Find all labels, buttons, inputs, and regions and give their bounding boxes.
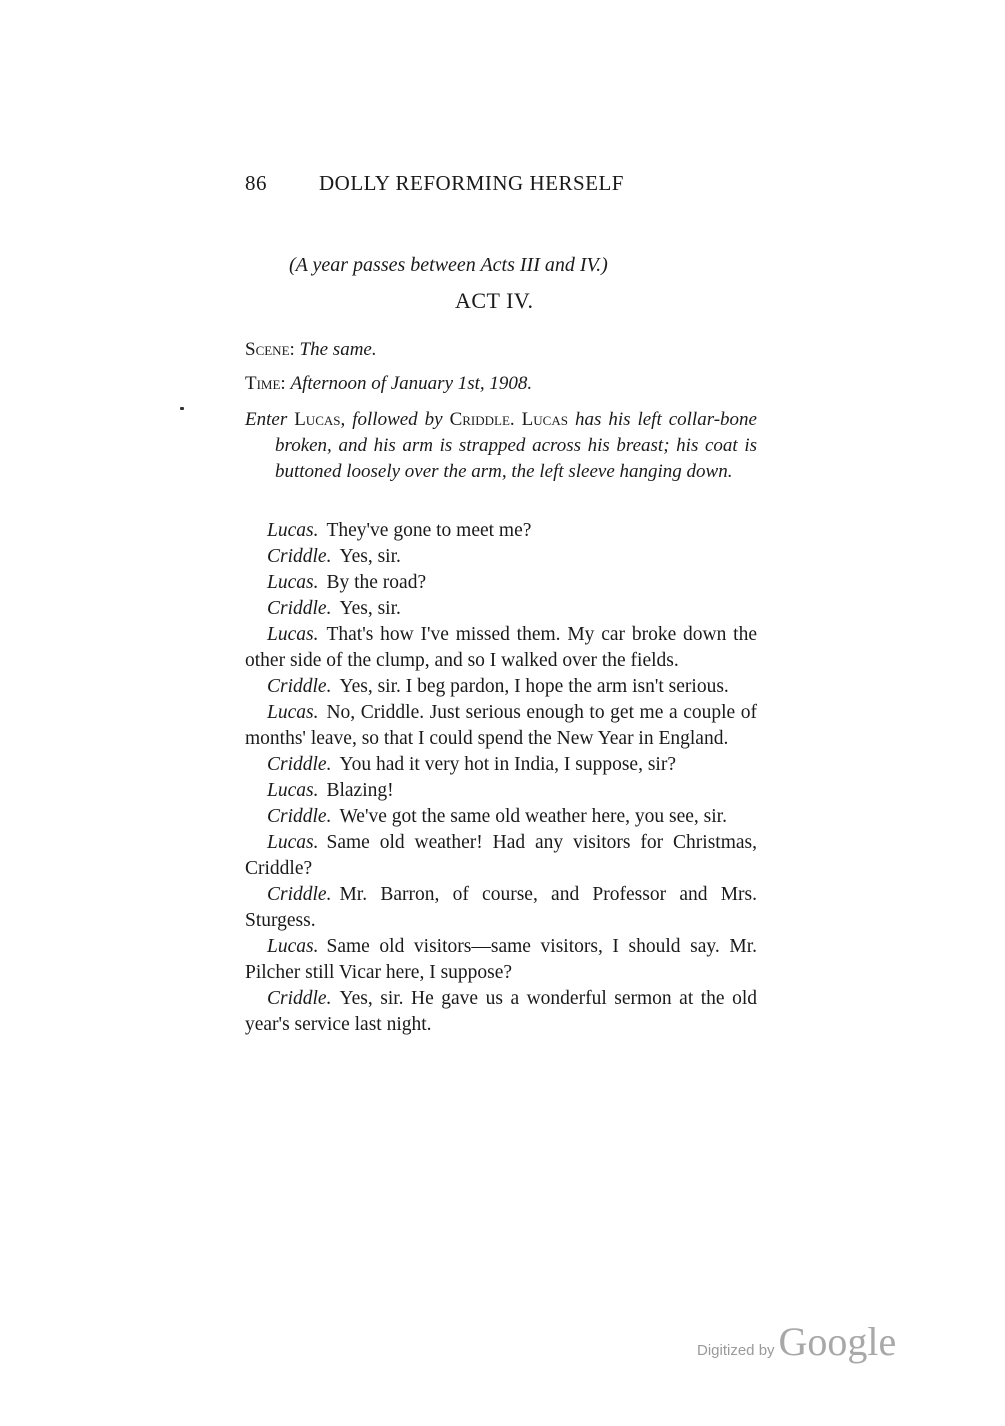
stage-character-lucas-2: Lucas [521,409,568,430]
speaker: Criddle. [267,546,332,567]
speech: Yes, sir. He gave us a wonderful sermon at the old year's service last night. [245,988,757,1035]
speech: Yes, sir. [339,598,401,619]
dialogue-line [245,778,757,804]
speech: You had it very hot in India, I suppose, sir? [339,754,676,775]
time-value: Afternoon of January 1st, 1908. [290,373,533,394]
dialogue-line [245,882,757,934]
stage-character-criddle: Criddle. [449,409,515,430]
speaker: Criddle. [267,884,332,905]
speech: Mr. Barron, of course, and Professor and Mrs. Sturgess. [245,884,757,931]
speech: They've gone to meet me? [326,520,532,541]
running-head [245,171,757,196]
speaker: Lucas. [267,572,319,593]
dialogue-line [245,986,757,1038]
speaker: Criddle. [267,676,332,697]
speech: That's how I've missed them. My car broke down the other side of the clump, and so I walked over the fields. [245,624,757,671]
time-label: Time: [245,373,286,394]
page-number: 86 [245,171,267,195]
book-title: DOLLY REFORMING HERSELF [319,171,624,195]
dialogue-line [245,674,757,700]
speaker: Criddle. [267,598,332,619]
dialogue-line [245,622,757,674]
stage-direction [245,407,757,485]
speaker: Criddle. [267,754,332,775]
dialogue-line [245,804,757,830]
act-interval-note: (A year passes between Acts III and IV.) [289,254,608,276]
speaker: Lucas. [267,702,319,723]
speaker: Lucas. [267,780,319,801]
speaker: Criddle. [267,988,332,1009]
watermark-prefix: Digitized by [697,1342,775,1359]
dialogue-line [245,544,757,570]
scan-speck [180,407,184,410]
speaker: Criddle. [267,806,332,827]
speech: Yes, sir. I beg pardon, I hope the arm isn't serious. [339,676,729,697]
dialogue-line [245,518,757,544]
stage-character-lucas: Lucas, [294,409,346,430]
scene-label: Scene: [245,339,295,360]
scene-line [245,339,377,361]
speech: No, Criddle. Just serious enough to get me a couple of months' leave, so that I could spend the New Year in England. [245,702,757,749]
speaker: Lucas. [267,520,319,541]
speech: Same old weather! Had any visitors for Christmas, Criddle? [245,832,757,879]
speech: Blazing! [326,780,394,801]
digitized-watermark [697,1318,896,1365]
dialogue-line [245,934,757,986]
scene-value: The same. [299,339,377,360]
speech: We've got the same old weather here, you see, sir. [339,806,727,827]
speaker: Lucas. [267,624,319,645]
dialogue-line [245,752,757,778]
act-heading: ACT IV. [455,288,534,313]
watermark-brand: Google [778,1319,897,1364]
dialogue [245,518,757,1038]
dialogue-line [245,700,757,752]
speech: Same old visitors—same visitors, I should say. Mr. Pilcher still Vicar here, I suppose? [245,936,757,983]
speech: By the road? [326,572,427,593]
dialogue-line [245,830,757,882]
stage-followed-by: followed by [352,409,443,430]
speaker: Lucas. [267,936,319,957]
dialogue-line [245,570,757,596]
dialogue-line [245,596,757,622]
stage-description: has his left collar-bone broken, and his arm is strapped across his breast; his coat is buttoned loosely over the arm, the left sleeve hanging down. [275,409,757,482]
speech: Yes, sir. [339,546,401,567]
time-line [245,373,532,395]
stage-enter: Enter [245,409,288,430]
speaker: Lucas. [267,832,319,853]
